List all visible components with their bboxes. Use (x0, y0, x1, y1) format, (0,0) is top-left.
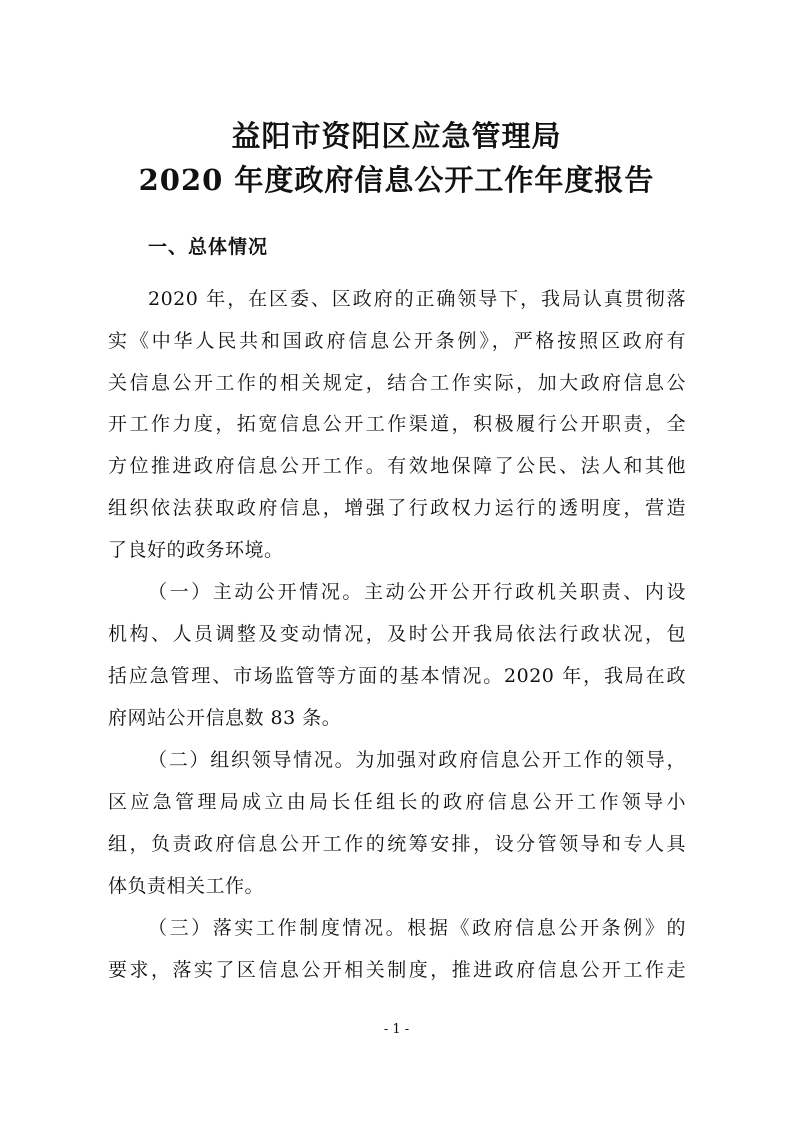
document-title-line-2: 2020 年度政府信息公开工作年度报告 (138, 163, 655, 197)
paragraph-line: （三）落实工作制度情况。根据《政府信息公开条例》的 (148, 917, 686, 939)
paragraph-line: 开工作力度，拓宽信息公开工作渠道，积极履行公开职责，全 (108, 413, 686, 435)
paragraph-line: 组织依法获取政府信息，增强了行政权力运行的透明度，营造 (108, 497, 686, 519)
paragraph-line: 府网站公开信息数 83 条。 (108, 707, 342, 729)
paragraph-line: 括应急管理、市场监管等方面的基本情况。2020 年，我局在政 (108, 665, 686, 687)
page-number: - 1 - (383, 1022, 410, 1037)
paragraph-line: 方位推进政府信息公开工作。有效地保障了公民、法人和其他 (108, 455, 686, 477)
section-heading: 一、总体情况 (148, 236, 269, 258)
paragraph-line: 组，负责政府信息公开工作的统筹安排，设分管领导和专人具 (108, 833, 686, 855)
paragraph-line: 实《中华人民共和国政府信息公开条例》，严格按照区政府有 (108, 330, 686, 352)
paragraph-line: 关信息公开工作的相关规定，结合工作实际，加大政府信息公 (108, 372, 686, 394)
paragraph-line: 了良好的政务环境。 (108, 539, 284, 561)
paragraph-line: 机构、人员调整及变动情况，及时公开我局依法行政状况，包 (108, 623, 686, 645)
paragraph-line: 体负责相关工作。 (108, 875, 265, 897)
paragraph-line: 2020 年，在区委、区政府的正确领导下，我局认真贯彻落 (148, 288, 686, 310)
paragraph-line: （一）主动公开情况。主动公开公开行政机关职责、内设 (148, 581, 686, 603)
paragraph-line: 区应急管理局成立由局长任组长的政府信息公开工作领导小 (108, 791, 686, 813)
paragraph-line: （二）组织领导情况。为加强对政府信息公开工作的领导， (148, 749, 686, 771)
document-title-line-1: 益阳市资阳区应急管理局 (231, 119, 562, 153)
paragraph-line: 要求，落实了区信息公开相关制度，推进政府信息公开工作走 (108, 959, 686, 981)
